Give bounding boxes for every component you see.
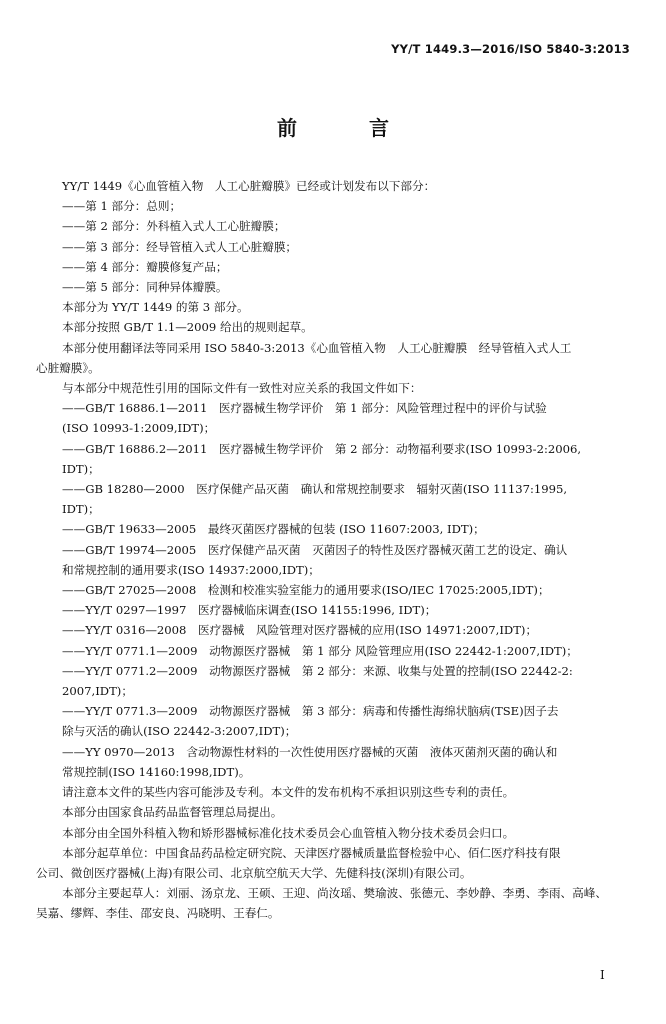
correspondence-paragraph: 与本部分中规范性引用的国际文件有一致性对应关系的我国文件如下： (62, 381, 422, 396)
reference-item: ——YY/T 0297—1997 医疗器械临床调查(ISO 14155:1996, IDT)； (62, 603, 437, 618)
standard-number-header: YY/T 1449.3—2016/ISO 5840-3:2013 (391, 42, 630, 56)
reference-item: ——YY/T 0771.2—2009 动物源医疗器械 第 2 部分：来源、收集与处置的控制(ISO 22442-2: 2007,IDT)； (62, 663, 573, 699)
part-item: ——第 4 部分：瓣膜修复产品； (62, 259, 228, 274)
intro-paragraph: YY/T 1449《心血管植入物 人工心脏瓣膜》已经或计划发布以下部分： (62, 179, 436, 193)
drafters-paragraph: 本部分主要起草人：刘丽、汤京龙、王硕、王迎、尚汝瑶、樊瑜波、张德元、李妙静、李勇、李雨、高峰、 吴嘉、缪辉、李佳、邵安良、冯晓明、王春仁。 (36, 886, 607, 921)
reference-list (36, 398, 636, 782)
reference-item: ——GB/T 16886.2—2011 医疗器械生物学评价 第 2 部分：动物福利要求(ISO 10993-2:2006, IDT)； (62, 441, 582, 476)
translation-line-2: 心脏瓣膜》。 (36, 360, 100, 375)
reference-item: ——YY/T 0771.3—2009 动物源医疗器械 第 3 部分：病毒和传播性海绵状脑病(TSE)因子去 除与灭活的确认(ISO 22442-3:2007,IDT)； (62, 704, 559, 739)
centralized-by-paragraph: 本部分由全国外科植入物和矫形器械标准化技术委员会心血管植入物分技术委员会归口。 (62, 825, 515, 840)
part-item: ——第 2 部分：外科植入式人工心脏瓣膜； (62, 219, 286, 234)
reference-item: ——GB/T 27025—2008 检测和校准实验室能力的通用要求(ISO/IEC 17025:2005,IDT)； (62, 583, 550, 598)
reference-item: ——GB 18280—2000 医疗保健产品灭菌 确认和常规控制要求 辐射灭菌(ISO 11137:1995, IDT)； (62, 482, 568, 517)
reference-item: ——GB/T 16886.1—2011 医疗器械生物学评价 第 1 部分：风险管理过程中的评价与试验 (ISO 10993-1:2009,IDT)； (62, 401, 547, 436)
foreword-body (36, 176, 636, 924)
proposed-by-paragraph: 本部分由国家食品药品监督管理总局提出。 (62, 805, 283, 820)
part-item: ——第 1 部分：总则； (62, 199, 182, 214)
reference-item: ——YY 0970—2013 含动物源性材料的一次性使用医疗器械的灭菌 液体灭菌剂灭菌的确认和 常规控制(ISO 14160:1998,IDT)。 (62, 744, 558, 779)
page-title: 前 言 (277, 116, 415, 140)
patent-notice-paragraph: 请注意本文件的某些内容可能涉及专利。本文件的发布机构不承担识别这些专利的责任。 (62, 785, 515, 800)
drafting-units-paragraph: 本部分起草单位：中国食品药品检定研究院、天津医疗器械质量监督检验中心、佰仁医疗科技有限 公司、微创医疗器械(上海)有限公司、北京航空航天大学、先健科技(深圳)有限公司。 (36, 845, 561, 880)
reference-item: ——GB/T 19974—2005 医疗保健产品灭菌 灭菌因子的特性及医疗器械灭菌工艺的设定、确认 和常规控制的通用要求(ISO 14937:2000,IDT)； (62, 542, 568, 577)
part-item: ——第 3 部分：经导管植入式人工心脏瓣膜； (62, 239, 298, 254)
reference-item: ——GB/T 19633—2005 最终灭菌医疗器械的包装 (ISO 11607:2003, IDT)； (62, 522, 485, 537)
page-number: I (600, 968, 605, 982)
translation-paragraph (36, 338, 636, 378)
parts-list (36, 196, 636, 297)
drafting-rules-paragraph: 本部分按照 GB/T 1.1—2009 给出的规则起草。 (62, 320, 313, 335)
part3-paragraph: 本部分为 YY/T 1449 的第 3 部分。 (62, 300, 249, 315)
part-item: ——第 5 部分：同种异体瓣膜。 (62, 280, 228, 295)
reference-item: ——YY/T 0316—2008 医疗器械 风险管理对医疗器械的应用(ISO 14971:2007,IDT)； (62, 623, 538, 638)
reference-item: ——YY/T 0771.1—2009 动物源医疗器械 第 1 部分 风险管理应用(ISO 22442-1:2007,IDT)； (62, 643, 578, 658)
translation-line-1: 本部分使用翻译法等同采用 ISO 5840-3:2013《心血管植入物 人工心脏瓣膜 经导管植入式人工 (62, 340, 572, 355)
